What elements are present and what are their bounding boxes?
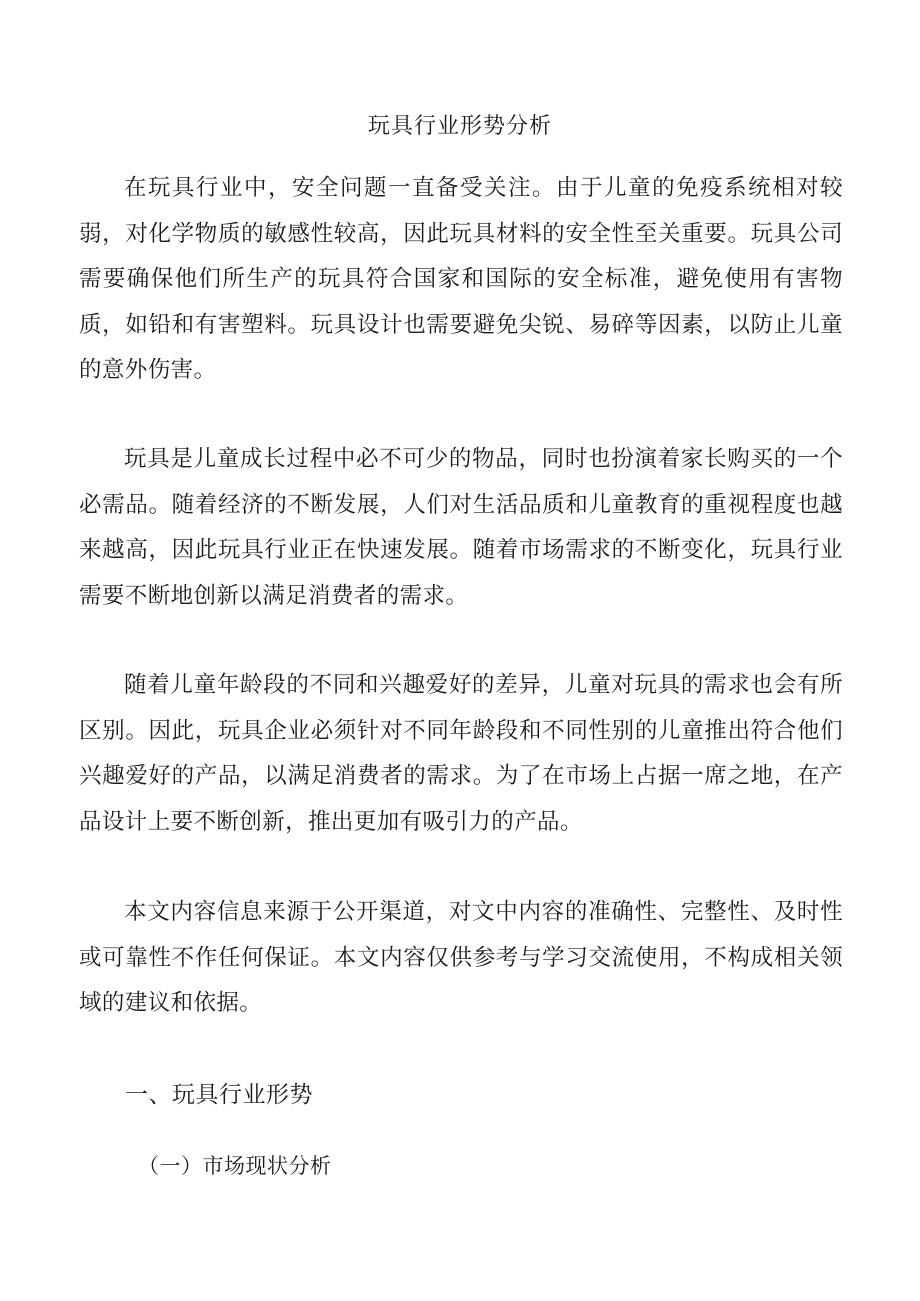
paragraph-safety: 在玩具行业中，安全问题一直备受关注。由于儿童的免疫系统相对较弱，对化学物质的敏感性较高，因此玩具材料的安全性至关重要。玩具公司需要确保他们所生产的玩具符合国家和国际的安全标准，避免使用有害物质，如铅和有害塑料。玩具设计也需要避免尖锐、易碎等因素，以防止儿童的意外伤害。 (79, 175, 843, 384)
paragraph-age-differences: 随着儿童年龄段的不同和兴趣爱好的差异，儿童对玩具的需求也会有所区别。因此，玩具企业必须针对不同年龄段和不同性别的儿童推出符合他们兴趣爱好的产品，以满足消费者的需求。为了在市场上占据一席之地，在产品设计上要不断创新，推出更加有吸引力的产品。 (79, 672, 843, 835)
document-title: 玩具行业形势分析 (367, 114, 552, 139)
subsection-heading: （一）市场现状分析 (138, 1154, 332, 1178)
paragraph-market-growth: 玩具是儿童成长过程中必不可少的物品，同时也扮演着家长购买的一个必需品。随着经济的不断发展，人们对生活品质和儿童教育的重视程度也越来越高，因此玩具行业正在快速发展。随着市场需求的不断变化，玩具行业需要不断地创新以满足消费者的需求。 (79, 446, 843, 609)
section-heading: 一、玩具行业形势 (125, 1082, 313, 1108)
paragraph-disclaimer: 本文内容信息来源于公开渠道，对文中内容的准确性、完整性、及时性或可靠性不作任何保证。本文内容仅供参考与学习交流使用，不构成相关领域的建议和依据。 (79, 899, 843, 1017)
